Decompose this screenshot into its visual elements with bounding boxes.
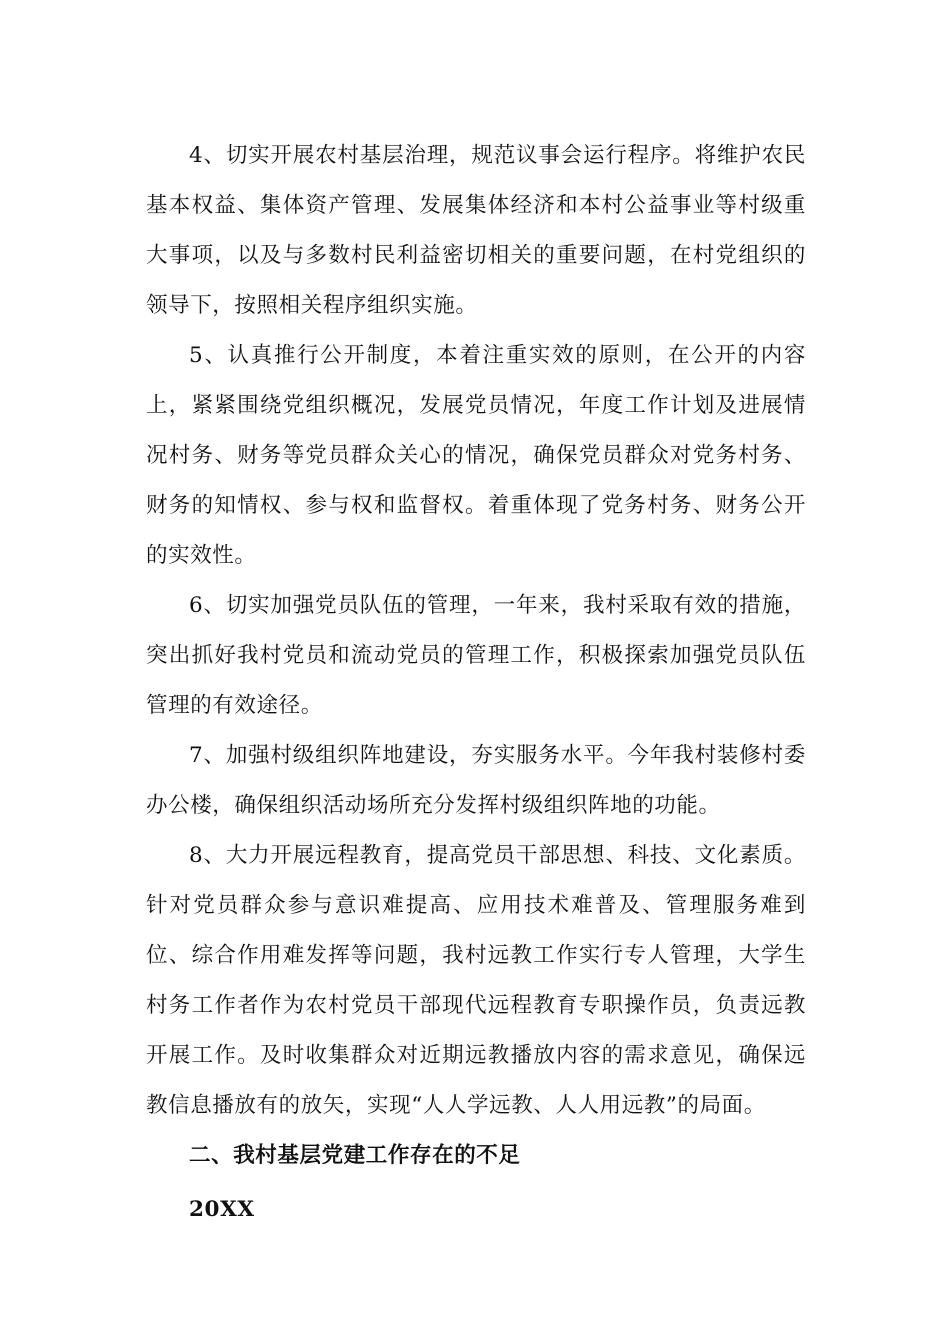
paragraph-5: 5、认真推行公开制度，本着注重实效的原则，在公开的内容上，紧紧围绕党组织概况，发展党员情况，年度工作计划及进展情况村务、财务等党员群众关心的情况，确保党员群众对党务村务、财务的知情权、参与权和监督权。着重体现了党务村务、财务公开的实效性。 <box>146 343 806 568</box>
section-heading: 二、我村基层党建工作存在的不足 <box>189 1143 521 1168</box>
paragraph-7: 7、加强村级组织阵地建设，夯实服务水平。今年我村装修村委办公楼，确保组织活动场所充分发挥村级组织阵地的功能。 <box>146 743 806 818</box>
document-body <box>146 131 806 1235</box>
paragraph-4: 4、切实开展农村基层治理，规范议事会运行程序。将维护农民基本权益、集体资产管理、发展集体经济和本村公益事业等村级重大事项，以及与多数村民利益密切相关的重要问题，在村党组织的领导下，按照相关程序组织实施。 <box>146 143 806 318</box>
year-text: 20XX <box>189 1197 255 1222</box>
paragraph-8: 8、大力开展远程教育，提高党员干部思想、科技、文化素质。针对党员群众参与意识难提高、应用技术难普及、管理服务难到位、综合作用难发挥等问题，我村远教工作实行专人管理，大学生村务工作者作为农村党员干部现代远程教育专职操作员，负责远教开展工作。及时收集群众对近期远教播放内容的需求意见，确保远教信息播放有的放矢，实现“人人学远教、人人用远教”的局面。 <box>146 843 806 1118</box>
paragraph-6: 6、切实加强党员队伍的管理，一年来，我村采取有效的措施，突出抓好我村党员和流动党员的管理工作，积极探索加强党员队伍管理的有效途径。 <box>146 593 806 718</box>
